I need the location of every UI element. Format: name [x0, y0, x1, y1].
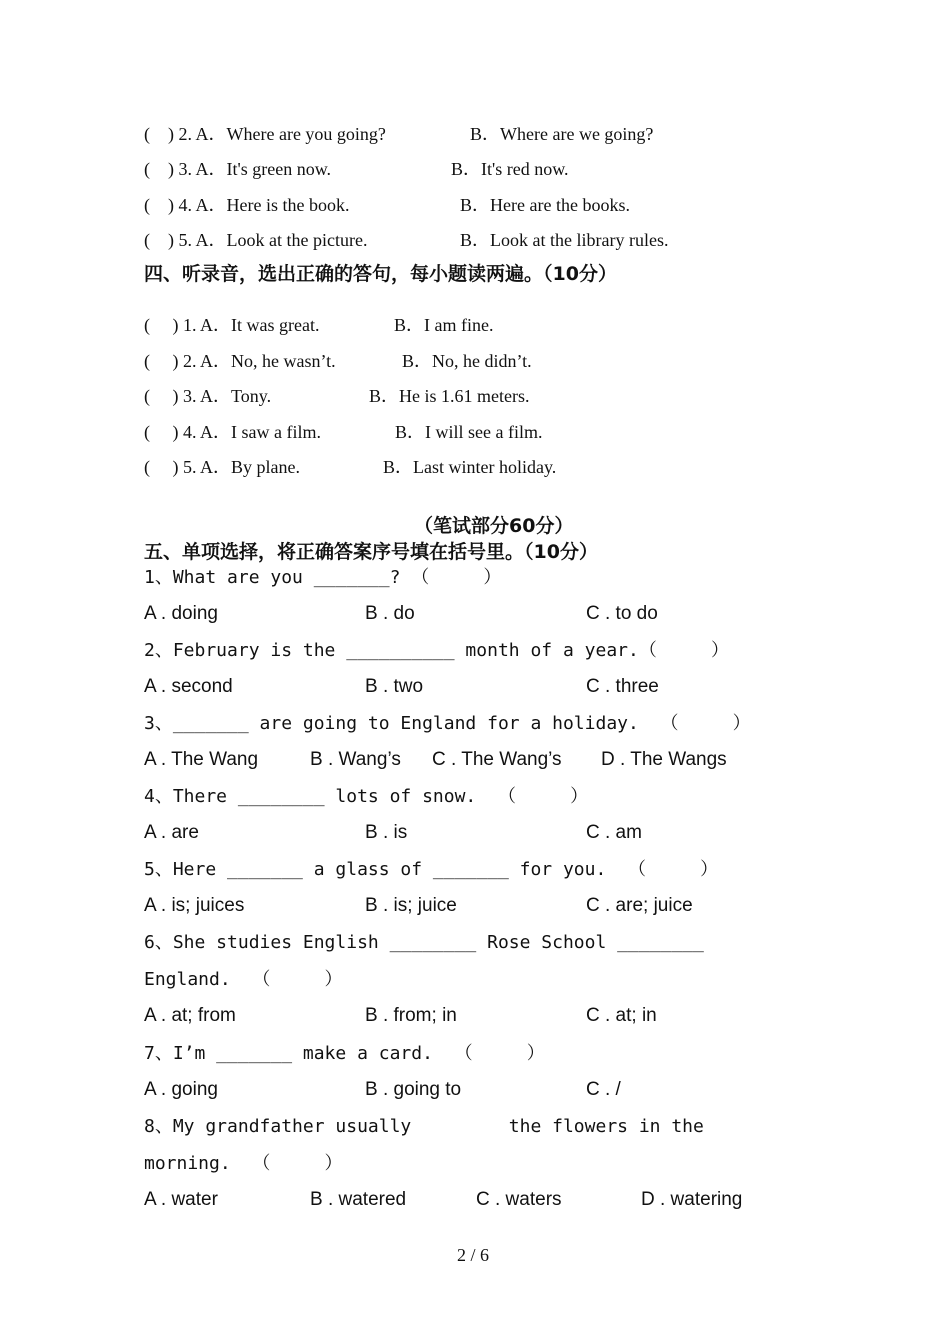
q3-option-c: C . The Wang’s	[432, 749, 562, 770]
page-number: 2 / 6	[457, 1245, 490, 1265]
q7-option-c: C . /	[586, 1079, 621, 1100]
q7-option-a: A . going	[144, 1079, 218, 1100]
s4-item-2-option-b: B．No, he didn’t.	[402, 351, 532, 371]
s4-item-4-option-b: B．I will see a film.	[395, 422, 543, 442]
q3-option-b: B . Wang’s	[310, 749, 401, 770]
q4-option-a: A . are	[144, 822, 199, 843]
q8-option-a: A . water	[144, 1189, 218, 1210]
s4-item-3-option-b: B．He is 1.61 meters.	[369, 386, 530, 406]
q7-stem: 7、I’m _______ make a card. （ ）	[144, 1043, 545, 1064]
q4-option-c: C . am	[586, 822, 642, 843]
s4-item-5-stem: ( ) 5. A．By plane.	[144, 457, 300, 477]
q2-stem: 2、February is the __________ month of a year.（ ）	[144, 640, 730, 661]
q2-option-c: C . three	[586, 676, 659, 697]
listen-item-2-stem: ( ) 2. A．Where are you going?	[144, 124, 386, 144]
listen-item-3-stem: ( ) 3. A．It's green now.	[144, 159, 332, 179]
section-5-title: 五、单项选择，将正确答案序号填在括号里。（10分）	[144, 541, 598, 563]
listen-item-5-option-b: B．Look at the library rules.	[460, 230, 669, 250]
q8-option-b: B . watered	[310, 1189, 407, 1210]
q7-option-b: B . going to	[365, 1079, 462, 1100]
q3-option-d: D . The Wangs	[601, 749, 727, 770]
s4-item-4-stem: ( ) 4. A．I saw a film.	[144, 422, 321, 442]
listen-item-3-option-b: B．It's red now.	[451, 159, 569, 179]
s4-item-3-stem: ( ) 3. A．Tony.	[144, 386, 272, 406]
q6-option-c: C . at; in	[586, 1005, 657, 1026]
q1-option-b: B . do	[365, 603, 415, 624]
q3-option-a: A . The Wang	[144, 749, 259, 770]
listen-item-4-stem: ( ) 4. A．Here is the book.	[144, 195, 350, 215]
written-part-heading: （笔试部分60分）	[414, 515, 574, 537]
q2-option-a: A . second	[144, 676, 233, 697]
q5-stem: 5、Here _______ a glass of _______ for you. （ ）	[144, 859, 719, 880]
q8-stem-cont: morning. （ ）	[144, 1153, 343, 1174]
q3-stem: 3、_______ are going to England for a holiday. （ ）	[144, 713, 751, 734]
s4-item-1-stem: ( ) 1. A．It was great.	[144, 315, 320, 335]
q2-option-b: B . two	[365, 676, 424, 697]
q8-option-d: D . watering	[641, 1189, 743, 1210]
q8-stem: 8、My grandfather usually the flowers in the	[144, 1116, 704, 1137]
q6-stem-cont: England. （ ）	[144, 969, 343, 990]
q6-option-b: B . from; in	[365, 1005, 457, 1026]
listen-item-5-stem: ( ) 5. A．Look at the picture.	[144, 230, 368, 250]
listen-item-2-option-b: B．Where are we going?	[470, 124, 654, 144]
section-4-title: 四、听录音，选出正确的答句，每小题读两遍。（10分）	[144, 263, 617, 285]
q1-stem: 1、What are you _______? （ ）	[144, 567, 502, 588]
q6-option-a: A . at; from	[144, 1005, 236, 1026]
s4-item-2-stem: ( ) 2. A．No, he wasn’t.	[144, 351, 336, 371]
listen-item-4-option-b: B．Here are the books.	[460, 195, 630, 215]
s4-item-5-option-b: B．Last winter holiday.	[383, 457, 557, 477]
q8-option-c: C . waters	[476, 1189, 562, 1210]
q1-option-c: C . to do	[586, 603, 658, 624]
q4-stem: 4、There ________ lots of snow. （ ）	[144, 786, 589, 807]
q4-option-b: B . is	[365, 822, 408, 843]
q6-stem: 6、She studies English ________ Rose School ________	[144, 932, 704, 953]
q5-option-c: C . are; juice	[586, 895, 693, 916]
s4-item-1-option-b: B．I am fine.	[394, 315, 494, 335]
q1-option-a: A . doing	[144, 603, 218, 624]
q5-option-a: A . is; juices	[144, 895, 245, 916]
q5-option-b: B . is; juice	[365, 895, 457, 916]
